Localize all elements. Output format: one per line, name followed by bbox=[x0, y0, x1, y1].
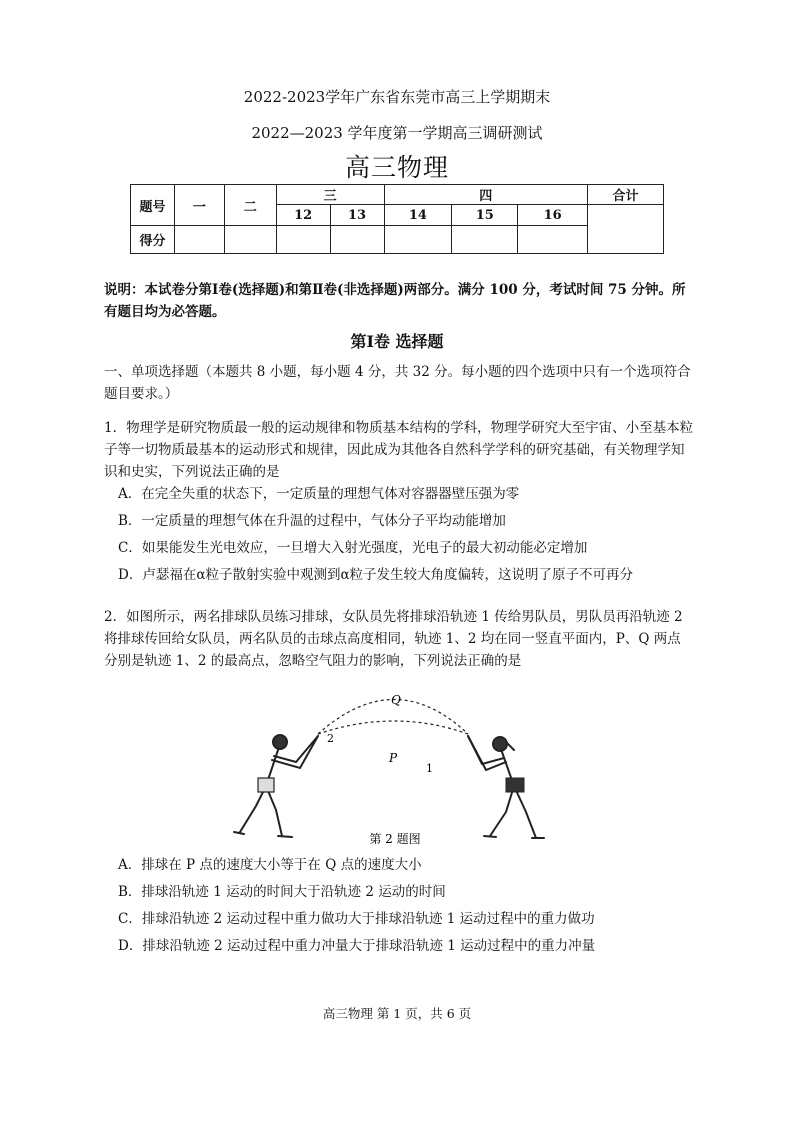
part-two-header: 二 bbox=[224, 185, 276, 226]
q14-header: 14 bbox=[384, 205, 452, 226]
total-score-cell bbox=[588, 205, 664, 254]
score-cell bbox=[224, 226, 276, 254]
score-cell bbox=[384, 226, 452, 254]
score-cell bbox=[452, 226, 518, 254]
question-2-stem: 2．如图所示，两名排球队员练习排球，女队员先将排球沿轨迹 1 传给男队员，男队员再沿轨迹 2 将排球传回给女队员，两名队员的击球点高度相同，轨迹 1、2 均在同一竖直平面内，P、Q 两点分别是轨迹 1、2 的最高点，忽略空气阻力的影响，下列说法正确的是 bbox=[104, 609, 683, 669]
question-2-option-d: D．排球沿轨迹 2 运动过程中重力冲量大于排球沿轨迹 1 运动过程中的重力冲量 bbox=[118, 938, 596, 954]
part-one-header: 一 bbox=[174, 185, 224, 226]
q15-header: 15 bbox=[452, 205, 518, 226]
trajectory-1-curve bbox=[318, 721, 468, 734]
part-four-header: 四 bbox=[384, 185, 588, 205]
score-cell bbox=[174, 226, 224, 254]
male-player-figure bbox=[234, 735, 318, 837]
section-title: 第Ⅰ卷 选择题 bbox=[350, 332, 444, 351]
question-1-option-a: A．在完全失重的状态下，一定质量的理想气体对容器器壁压强为零 bbox=[118, 486, 520, 502]
part-three-header: 三 bbox=[276, 185, 384, 205]
label-score: 得分 bbox=[131, 226, 175, 254]
score-cell bbox=[330, 226, 384, 254]
part-one-intro: 一、单项选择题（本题共 8 小题，每小题 4 分，共 32 分。每小题的四个选项中只有一个选项符合题目要求。） bbox=[104, 364, 691, 402]
label-track-2: 2 bbox=[327, 732, 334, 745]
q12-header: 12 bbox=[276, 205, 330, 226]
label-p: P bbox=[389, 751, 398, 765]
female-player-figure bbox=[468, 736, 544, 838]
question-1-option-b: B．一定质量的理想气体在升温的过程中，气体分子平均动能增加 bbox=[118, 513, 506, 529]
score-table bbox=[130, 184, 664, 254]
figure-caption: 第 2 题图 bbox=[369, 832, 421, 846]
total-header: 合计 bbox=[588, 185, 664, 205]
instructions: 说明：本试卷分第Ⅰ卷(选择题)和第Ⅱ卷(非选择题)两部分。满分 100 分，考试时间 75 分钟。所有题目均为必答题。 bbox=[104, 282, 686, 320]
document-source: 2022-2023学年广东省东莞市高三上学期期末 bbox=[243, 88, 551, 106]
label-q: Q bbox=[391, 693, 401, 707]
label-track-1: 1 bbox=[426, 762, 433, 775]
volleyball-figure bbox=[200, 690, 580, 850]
question-2-option-c: C．排球沿轨迹 2 运动过程中重力做功大于排球沿轨迹 1 运动过程中的重力做功 bbox=[118, 911, 595, 927]
question-2-option-b: B．排球沿轨迹 1 运动的时间大于沿轨迹 2 运动的时间 bbox=[118, 884, 446, 900]
score-cell bbox=[276, 226, 330, 254]
label-question: 题号 bbox=[131, 185, 175, 226]
question-1-stem: 1．物理学是研究物质最一般的运动规律和物质基本结构的学科，物理学研究大至宇宙、小至基本粒子等一切物质最基本的运动形式和规律，因此成为其他各自然科学学科的研究基础，有关物理学知识和史实，下列说法正确的是 bbox=[104, 420, 694, 480]
q16-header: 16 bbox=[518, 205, 588, 226]
page-title: 高三物理 bbox=[344, 153, 449, 182]
score-cell bbox=[518, 226, 588, 254]
exam-name: 2022—2023 学年度第一学期高三调研测试 bbox=[251, 124, 543, 142]
question-1-option-d: D．卢瑟福在α粒子散射实验中观测到α粒子发生较大角度偏转，这说明了原子不可再分 bbox=[118, 567, 634, 583]
page-footer: 高三物理 第 1 页，共 6 页 bbox=[322, 1006, 472, 1021]
q13-header: 13 bbox=[330, 205, 384, 226]
question-1-option-c: C．如果能发生光电效应，一旦增大入射光强度，光电子的最大初动能必定增加 bbox=[118, 540, 588, 556]
question-2-option-a: A．排球在 P 点的速度大小等于在 Q 点的速度大小 bbox=[118, 857, 422, 873]
